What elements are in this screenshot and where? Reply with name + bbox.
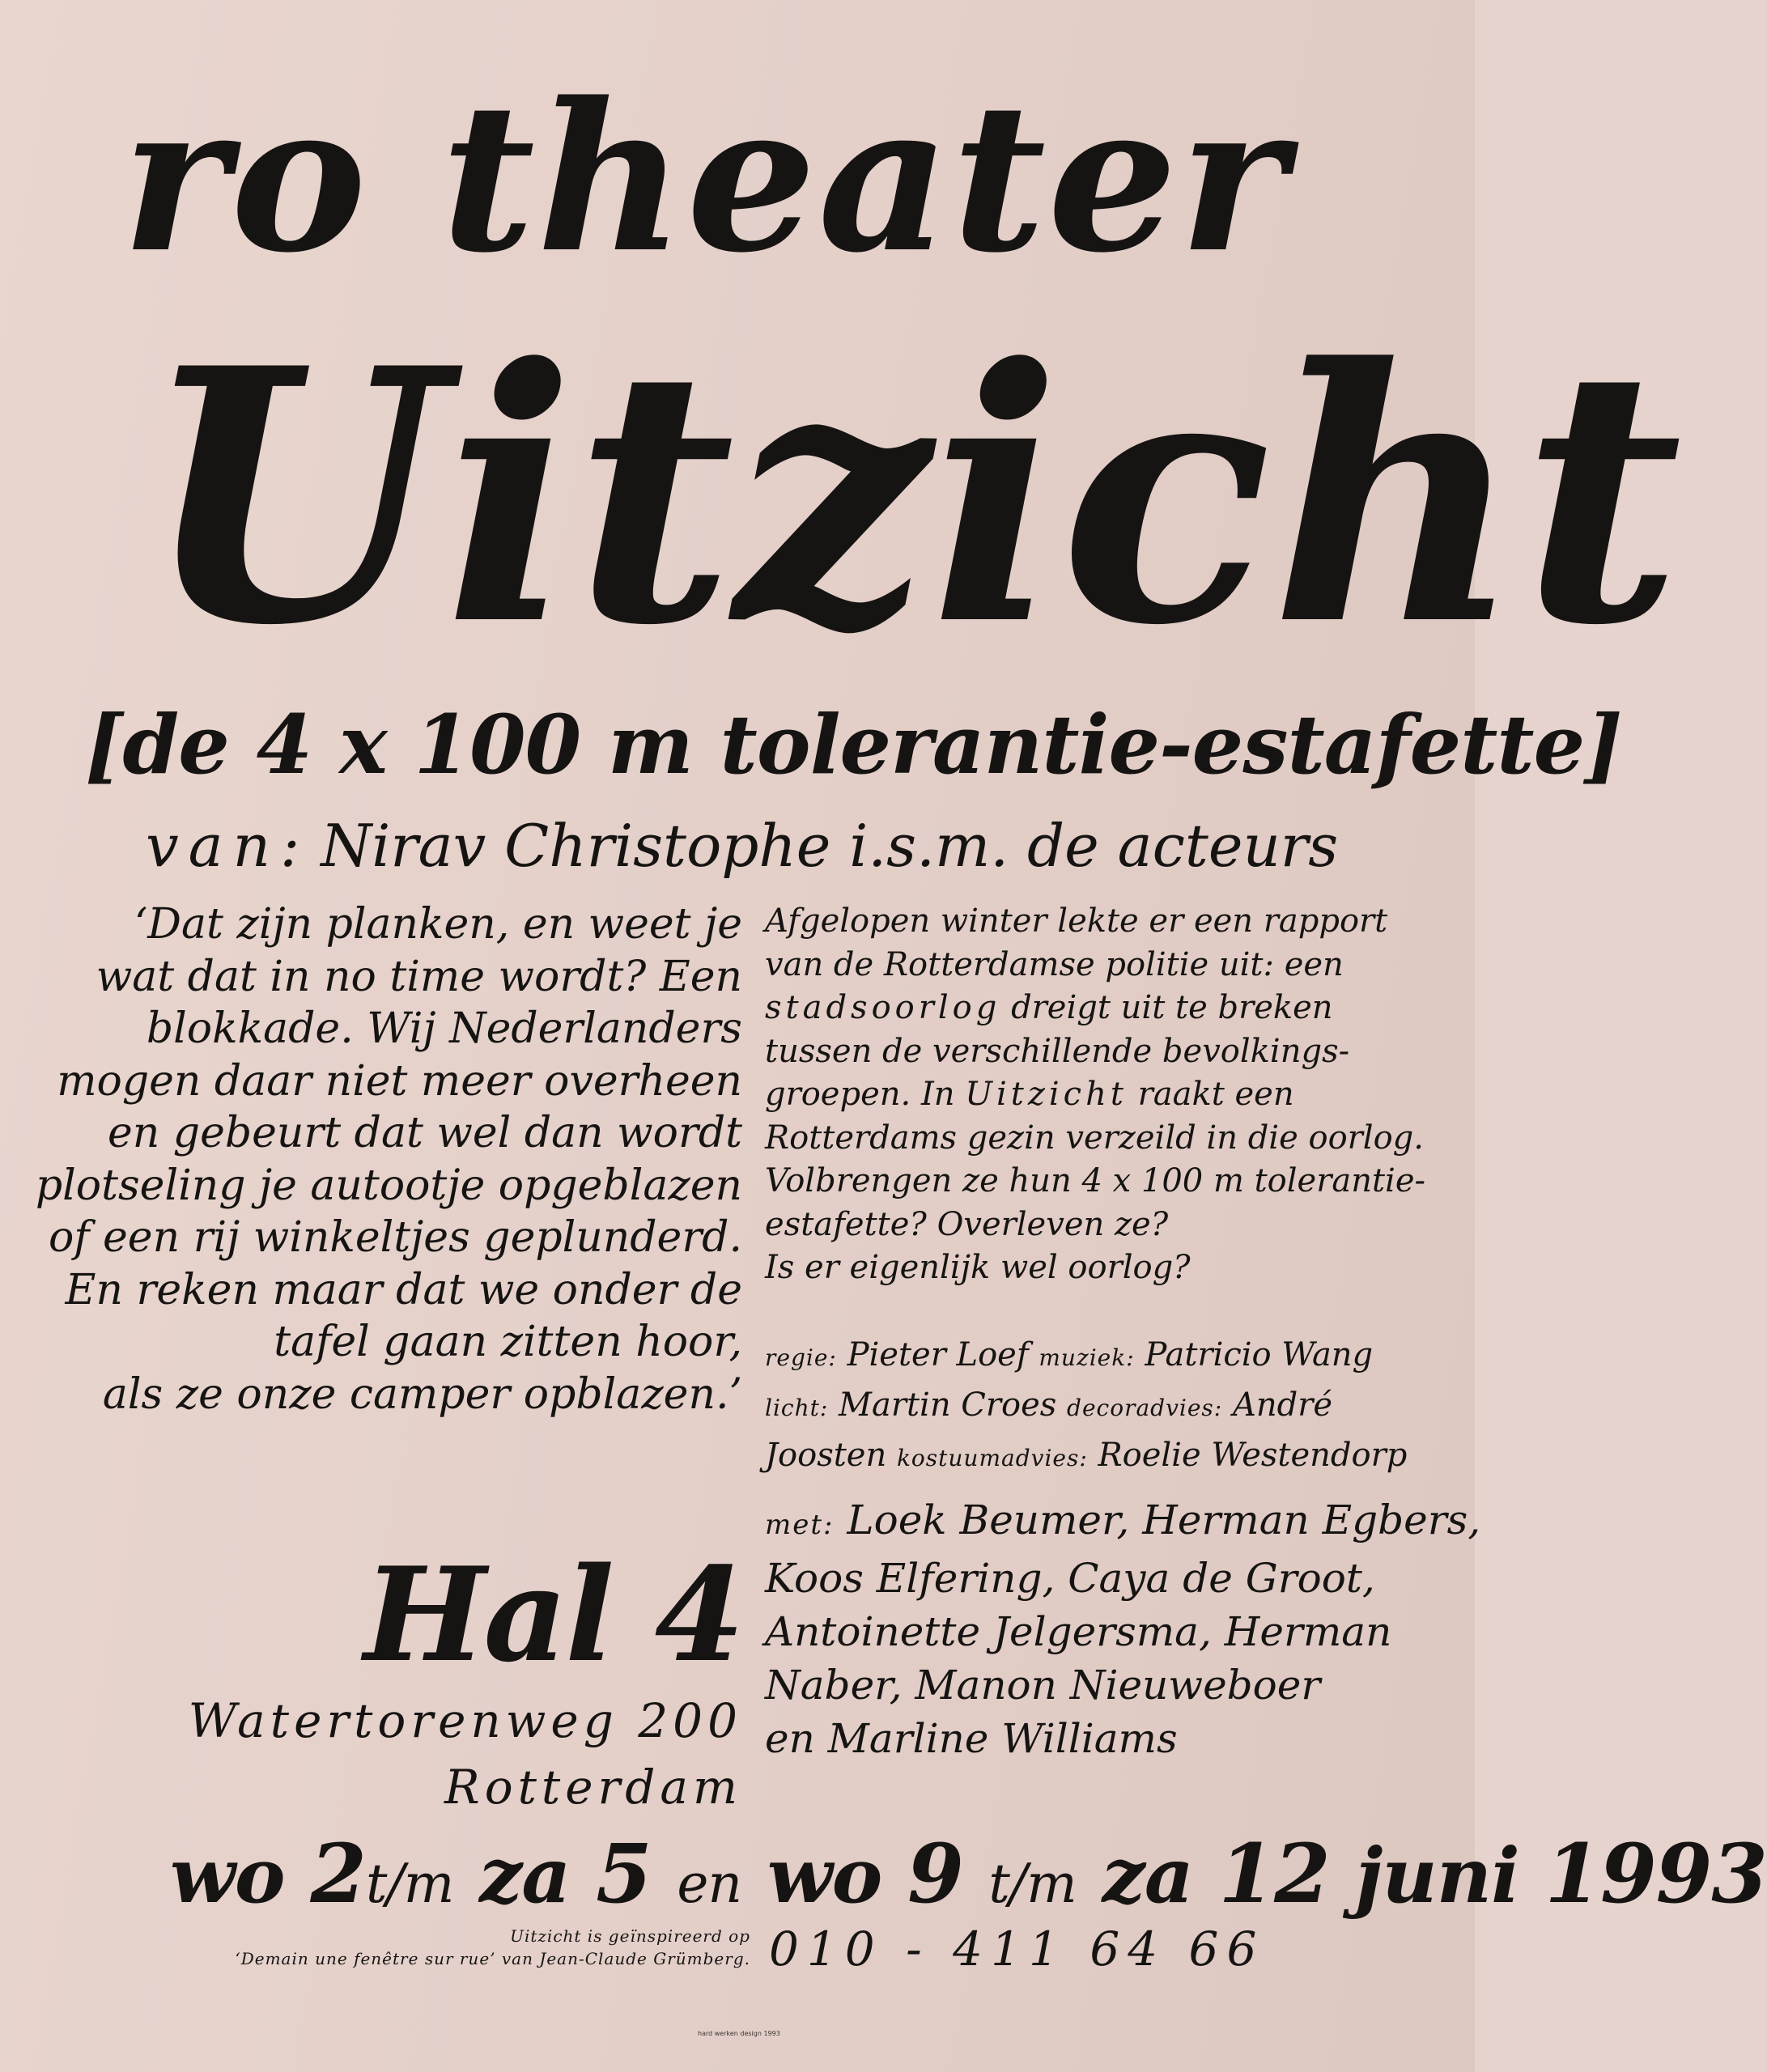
quote-line: als ze onze camper opblazen.’: [102, 1369, 742, 1419]
licht-label: licht:: [765, 1395, 829, 1421]
description-text: dreigt uit te breken: [1000, 989, 1333, 1026]
description-line: van de Rotterdamse politie uit: een: [765, 945, 1344, 983]
description-emphasis: stadsoorlog: [765, 989, 1001, 1026]
description-line: Rotterdams gezin verzeild in die oorlog.: [765, 1119, 1424, 1157]
licht-name: Martin Croes: [839, 1386, 1057, 1424]
cast-line: Koos Elfering, Caya de Groot,: [765, 1555, 1375, 1602]
quote-line: wat dat in no time wordt? Een: [96, 952, 742, 1001]
quote-block: [30, 898, 742, 1420]
date-year: 1993: [1544, 1826, 1767, 1921]
date-month: juni: [1355, 1832, 1519, 1921]
description-line: Volbrengen ze hun 4 x 100 m tolerantie-: [765, 1162, 1426, 1199]
decor-name-cont: Joosten: [765, 1437, 887, 1474]
date-day: za: [1102, 1832, 1193, 1921]
quote-line: en gebeurt dat wel dan wordt: [107, 1109, 742, 1157]
date-range: t/m: [988, 1853, 1077, 1915]
credits-line: [765, 1382, 1445, 1432]
date-number: 12: [1218, 1826, 1330, 1921]
inspiration-line: ‘Demain une fenêtre sur rue’ van Jean-Claude Grümberg.: [235, 1949, 750, 1968]
author-line: [146, 809, 1338, 882]
phone-number: 010 - 411 64 66: [769, 1921, 1265, 1976]
kostuum-name: Roelie Westendorp: [1098, 1437, 1408, 1474]
date-number: 2: [310, 1826, 366, 1921]
cast-block: [765, 1493, 1481, 1765]
description-line: tussen de verschillende bevolkings-: [765, 1032, 1350, 1070]
date-range: t/m: [365, 1853, 454, 1915]
kostuum-label: kostuumadvies:: [896, 1445, 1088, 1471]
play-title: Uitzicht: [142, 293, 1681, 702]
description-line: [765, 987, 1445, 1030]
cast-line: en Marline Williams: [765, 1715, 1178, 1762]
quote-line: of een rij winkeltjes geplunderd.: [48, 1213, 742, 1262]
quote-line: tafel gaan zitten hoor,: [274, 1318, 742, 1366]
quote-line: plotseling je autootje opgeblazen: [35, 1161, 742, 1210]
description-text: groepen. In: [765, 1076, 966, 1113]
cast-names: Loek Beumer, Herman Egbers,: [847, 1497, 1481, 1543]
decor-name: André: [1232, 1386, 1332, 1424]
regie-name: Pieter Loef: [847, 1336, 1029, 1374]
venue-street: Watertorenweg 200: [188, 1693, 742, 1748]
description-line: Afgelopen winter lekte er een rapport: [765, 902, 1388, 940]
quote-line: mogen daar niet meer overheen: [57, 1056, 742, 1106]
date-day: wo: [767, 1832, 882, 1921]
inspiration-line: Uitzicht is geïnspireerd op: [510, 1926, 750, 1946]
date-day: za: [479, 1832, 571, 1921]
inspiration-note: [235, 1925, 750, 1970]
description-line: Is er eigenlijk wel oorlog?: [765, 1249, 1191, 1286]
venue-name: Hal 4: [363, 1539, 742, 1691]
date-number: 9: [907, 1826, 963, 1921]
cast-line: [765, 1493, 1481, 1552]
date-day: wo: [170, 1832, 285, 1921]
designer-credit: hard werken design 1993: [698, 2030, 780, 2037]
credits-line: [765, 1432, 1445, 1482]
description-text: raakt een: [1127, 1076, 1294, 1113]
description-line: [765, 1073, 1445, 1117]
quote-line: blokkade. Wij Nederlanders: [146, 1004, 742, 1053]
cast-line: Naber, Manon Nieuweboer: [765, 1662, 1321, 1709]
play-subtitle: [de 4 x 100 m tolerantie-estafette]: [85, 697, 1622, 792]
muziek-name: Patricio Wang: [1145, 1336, 1374, 1374]
description-emphasis: Uitzicht: [965, 1076, 1128, 1113]
credits-block: [765, 1331, 1445, 1482]
credits-line: [765, 1331, 1445, 1382]
quote-line: ‘Dat zijn planken, en weet je: [134, 900, 742, 949]
quote-line: En reken maar dat we onder de: [65, 1265, 742, 1314]
cast-line: Antoinette Jelgersma, Herman: [765, 1608, 1392, 1655]
description-line: estafette? Overleven ze?: [765, 1205, 1169, 1243]
author-label: van:: [146, 812, 310, 880]
date-conjunction: en: [677, 1853, 741, 1915]
company-name: ro theater: [121, 58, 1289, 298]
decor-label: decoradvies:: [1067, 1395, 1223, 1421]
description-block: [765, 900, 1445, 1290]
venue-city: Rotterdam: [444, 1760, 742, 1815]
date-number: 5: [596, 1826, 652, 1921]
muziek-label: muziek:: [1039, 1344, 1135, 1371]
venue-address: [189, 1688, 742, 1820]
regie-label: regie:: [765, 1344, 837, 1371]
author-text: Nirav Christophe i.s.m. de acteurs: [321, 812, 1339, 880]
cast-label: met:: [765, 1509, 835, 1541]
